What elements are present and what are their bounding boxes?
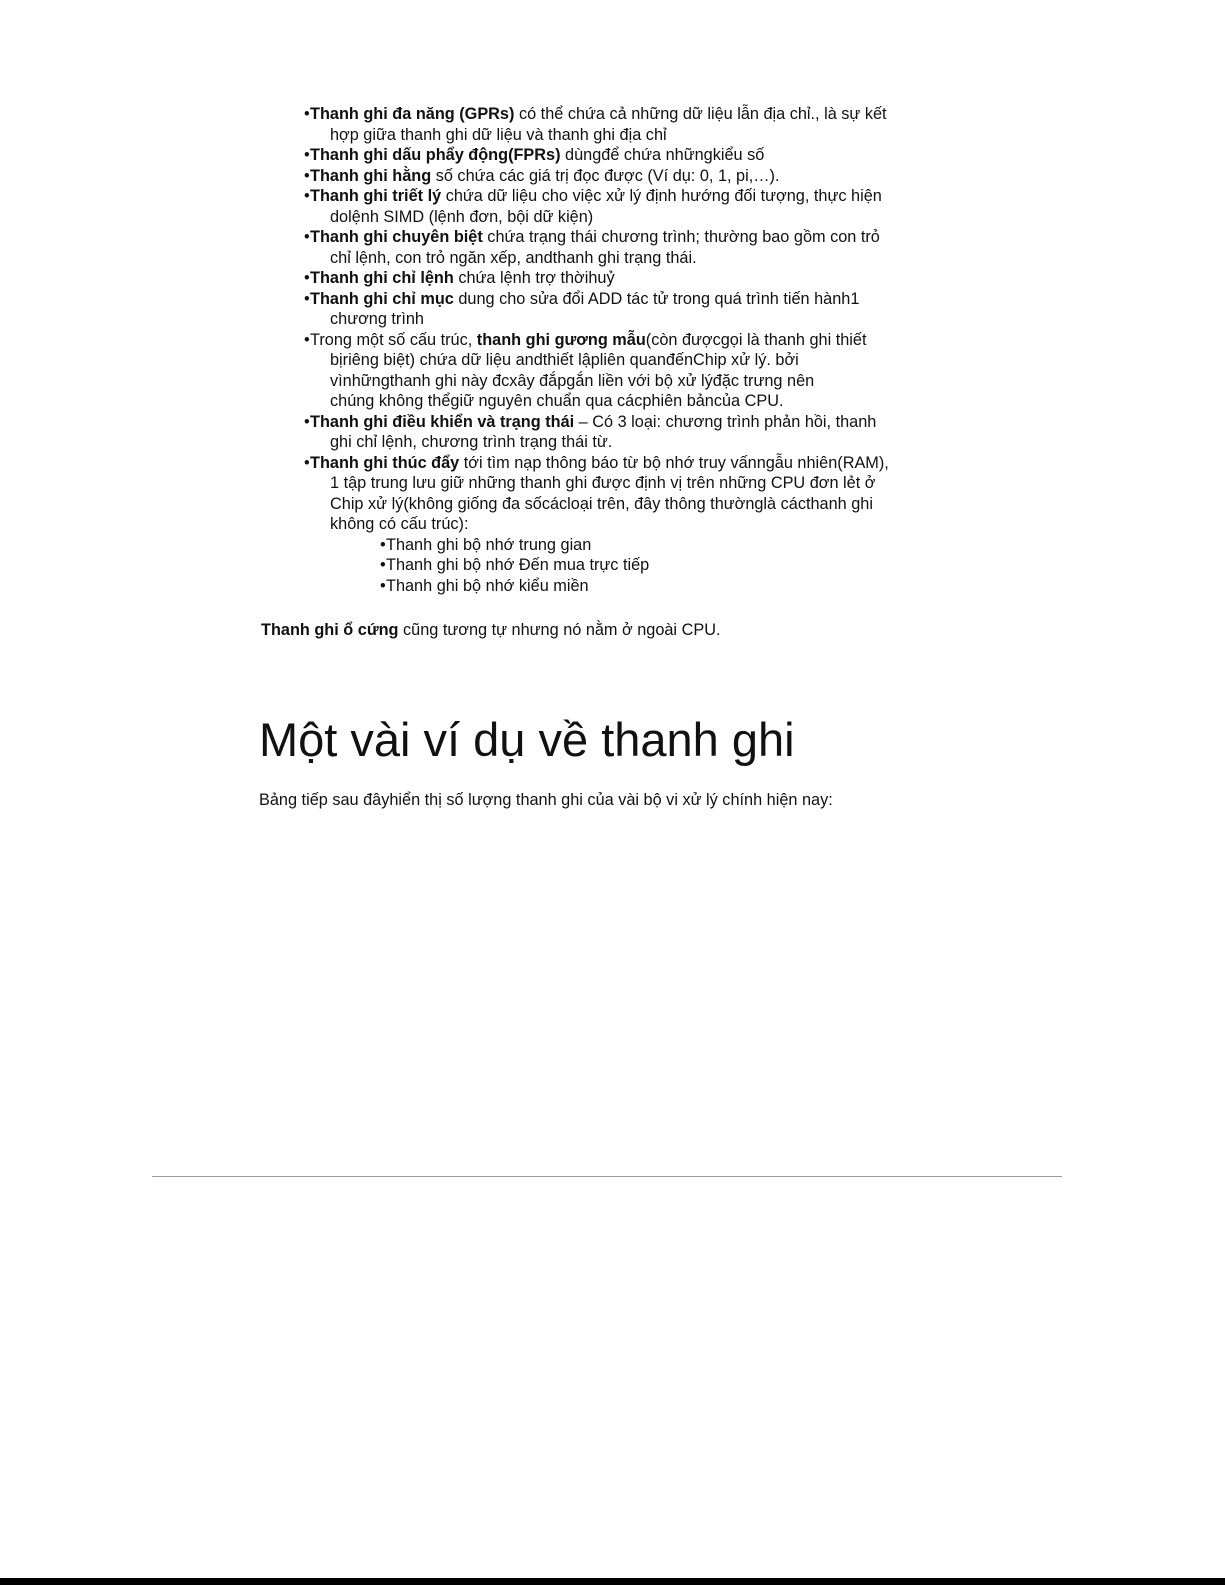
bullet-marker: • [304, 187, 310, 205]
bullet-term: Thanh ghi thúc đẩy [310, 453, 460, 472]
sub-bullet-text: Thanh ghi bộ nhớ Đến mua trực tiếp [386, 556, 650, 574]
sub-bullet-text: Thanh ghi bộ nhớ trung gian [386, 535, 592, 554]
buffer-register-sublist [304, 535, 964, 597]
bullet-continuation: dolệnh SIMD (lệnh đơn, bội dữ kiện) [330, 207, 594, 226]
bullet-marker: • [304, 269, 310, 287]
bullet-continuation: Chip xử lý(không giống đa sốcácloại trên, đây thông thườnglà cácthanh ghi [330, 494, 873, 513]
bullet-continuation: bịriêng biệt) chứa dữ liệu andthiết lậpliên quanđếnChip xử lý. bởi [330, 351, 799, 369]
bullet-term: Thanh ghi chỉ mục [310, 289, 454, 308]
list-item [304, 268, 964, 289]
bullet-term: Thanh ghi hằng [310, 166, 432, 185]
bullet-text: – Có 3 loại: chương trình phản hồi, thanh [574, 412, 877, 431]
list-item [380, 535, 964, 556]
bullet-text: chứa lệnh trợ thờihuỷ [453, 269, 615, 287]
bullet-marker: • [304, 289, 310, 308]
list-item [304, 330, 964, 412]
list-item [304, 104, 964, 145]
bullet-continuation: chương trình [330, 310, 424, 328]
list-item [304, 453, 964, 535]
bullet-text: tới tìm nạp thông báo từ bộ nhớ truy vấnngẫu nhiên(RAM), [459, 453, 889, 472]
bullet-prefix: Trong một số cấu trúc, [310, 330, 477, 349]
bullet-term: Thanh ghi điều khiển và trạng thái [310, 412, 575, 431]
bullet-term: Thanh ghi triết lý [310, 187, 442, 205]
bullet-marker: • [380, 556, 386, 574]
bullet-text: dung cho sửa đổi ADD tác tử trong quá trình tiến hành1 [453, 289, 860, 308]
bullet-continuation: hợp giữa thanh ghi dữ liệu và thanh ghi địa chỉ [330, 125, 667, 144]
list-item [304, 166, 964, 187]
page-divider [152, 1176, 1062, 1177]
bullet-term: Thanh ghi chuyên biệt [310, 228, 483, 246]
bullet-marker: • [304, 330, 310, 349]
bullet-continuation: ghi chỉ lệnh, chương trình trạng thái từ. [330, 433, 613, 451]
bullet-text: có thể chứa cả những dữ liệu lẫn địa chỉ., là sự kết [514, 105, 887, 123]
bullet-marker: • [304, 453, 310, 472]
hdd-term: Thanh ghi ổ cứng [261, 621, 399, 639]
bullet-term: thanh ghi gương mẫu [476, 330, 646, 349]
bullet-term: Thanh ghi dấu phẩy động(FPRs) [310, 146, 561, 164]
bullet-term: Thanh ghi chỉ lệnh [310, 269, 454, 287]
bullet-text: chứa dữ liệu cho việc xử lý định hướng đối tượng, thực hiện [441, 187, 882, 205]
list-item [304, 145, 964, 166]
register-bullet-list [304, 104, 964, 596]
page-bottom-edge [0, 1578, 1225, 1585]
hdd-text: cũng tương tự nhưng nó nằm ở ngoài CPU. [398, 621, 721, 639]
section-heading: Một vài ví dụ về thanh ghi [259, 713, 795, 766]
bullet-marker: • [304, 146, 310, 164]
list-item [380, 576, 964, 597]
bullet-text: số chứa các giá trị đọc được (Ví dụ: 0, 1, pi,…). [431, 166, 780, 185]
list-item [304, 412, 964, 453]
bullet-text: chứa trạng thái chương trình; thường bao gồm con trỏ [482, 228, 880, 246]
intro-paragraph: Bảng tiếp sau đâyhiển thị số lượng thanh ghi của vài bộ vi xử lý chính hiện nay: [259, 791, 833, 809]
bullet-continuation: vìnhữngthanh ghi này đcxây đắpgắn liền với bộ xử lýđặc trưng nên [330, 371, 815, 390]
bullet-text: (còn đượcgọi là thanh ghi thiết [645, 330, 867, 349]
bullet-marker: • [380, 535, 386, 554]
hard-disk-register-paragraph [261, 620, 720, 641]
bullet-marker: • [304, 412, 310, 431]
bullet-continuation: không có cấu trúc): [330, 515, 469, 533]
bullet-text: dùngđể chứa nhữngkiểu số [560, 146, 765, 164]
bullet-continuation: 1 tập trung lưu giữ những thanh ghi được định vị trên những CPU đơn lẻt ở [330, 474, 876, 492]
list-item [304, 186, 964, 227]
bullet-term: Thanh ghi đa năng (GPRs) [310, 105, 515, 123]
bullet-continuation: chúng không thểgiữ nguyên chuẩn qua cácphiên bảncủa CPU. [330, 392, 784, 410]
sub-bullet-text: Thanh ghi bộ nhớ kiểu miền [386, 576, 589, 595]
list-item [304, 289, 964, 330]
bullet-continuation: chỉ lệnh, con trỏ ngăn xếp, andthanh ghi trạng thái. [330, 248, 697, 267]
bullet-marker: • [380, 576, 386, 595]
bullet-marker: • [304, 228, 310, 246]
bullet-marker: • [304, 166, 310, 185]
list-item [380, 555, 964, 576]
bullet-marker: • [304, 105, 310, 123]
list-item [304, 227, 964, 268]
